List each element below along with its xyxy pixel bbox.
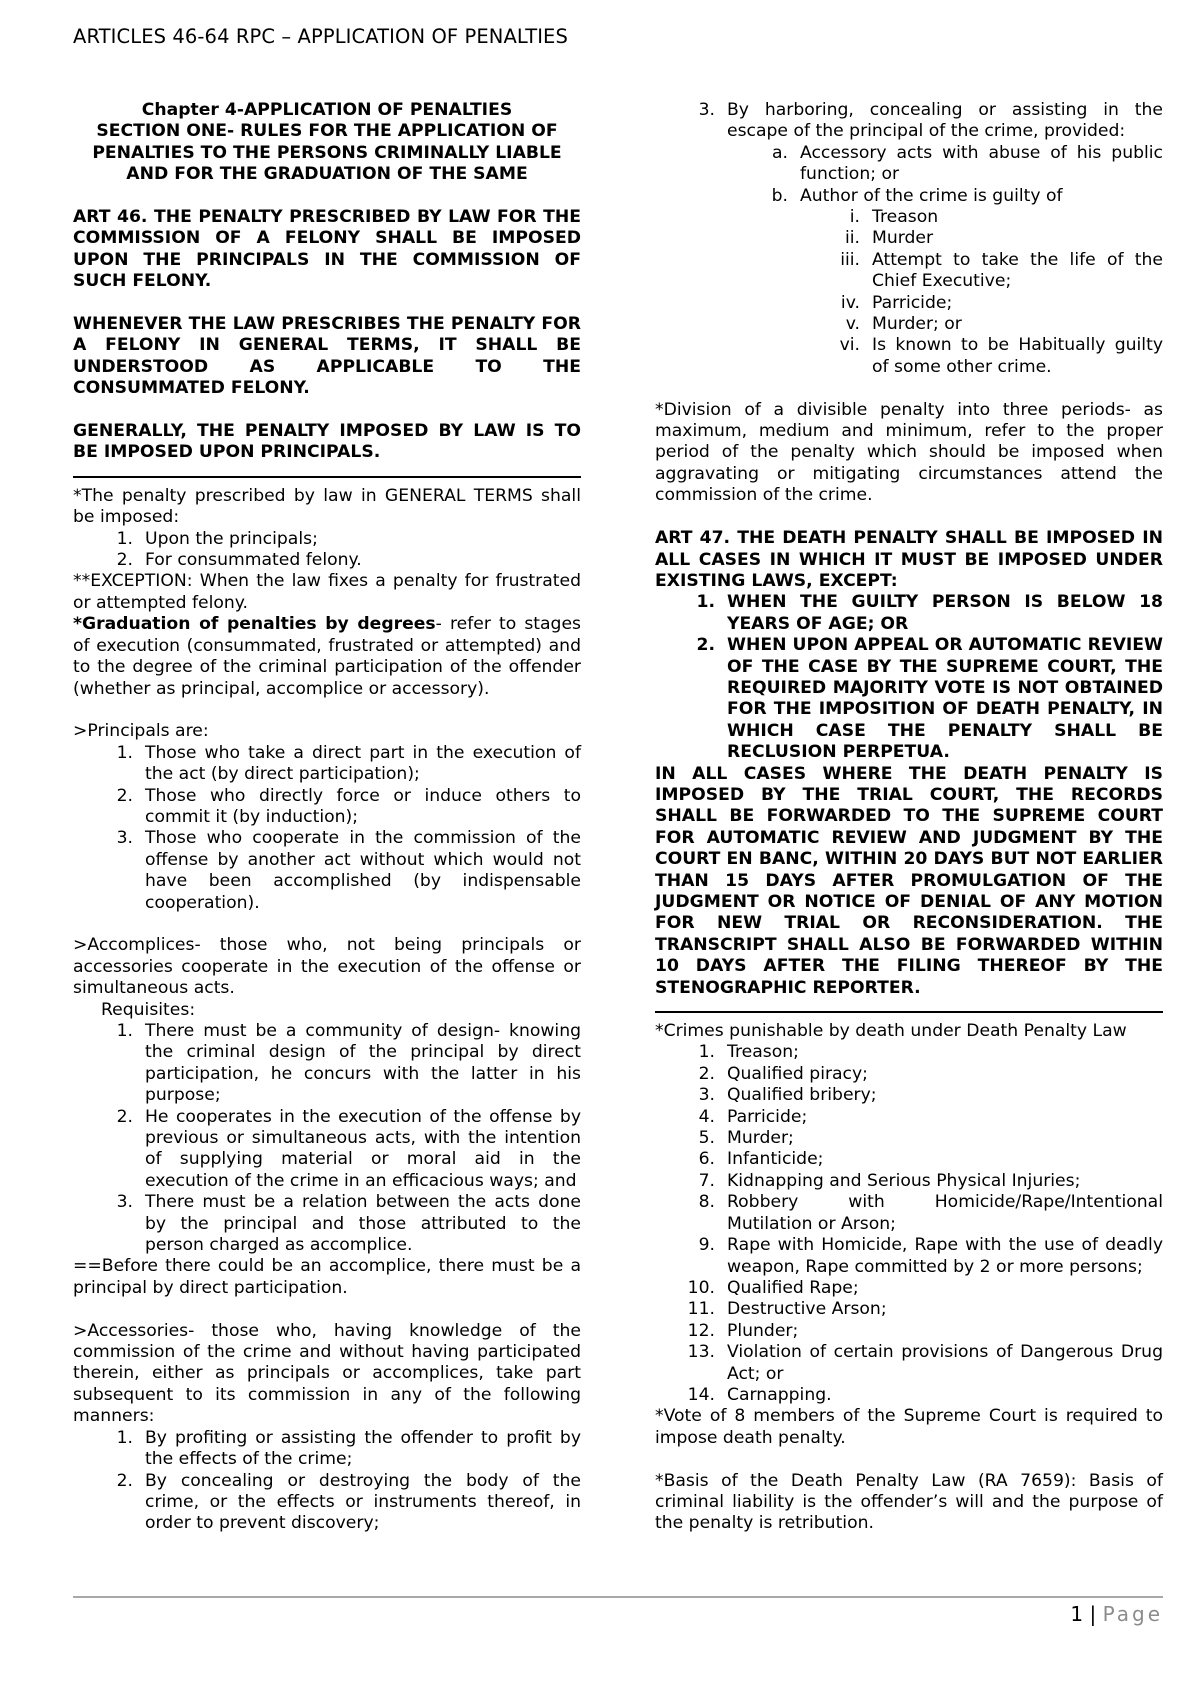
accessories-list [73,1428,581,1535]
graduation-note: *Graduation of penalties by degrees- refer to stages of execution (consummated, frustrated or attempted) and to the degree of the criminal participation of the offender (whether as principal, accomplice or accessory). [73,614,581,699]
section-divider [73,476,581,478]
division-note: *Division of a divisible penalty into three periods- as maximum, medium and minimum, refer to the proper period of the penalty which should be imposed when aggravating or mitigating circumstances attend the commission of the crime. [655,399,1163,506]
art47-cases-paragraph: IN ALL CASES WHERE THE DEATH PENALTY IS IMPOSED BY THE TRIAL COURT, THE RECORDS SHALL BE FORWARDED TO THE SUPREME COURT FOR AUTOMATIC REVIEW AND JUDGMENT BY THE COURT EN BANC, WITHIN 20 DAYS BUT NOT EARLIER THAN 15 DAYS AFTER PROMULGATION OF THE JUDGMENT OR NOTICE OF DENIAL OF ANY MOTION FOR NEW TRIAL OR RECONSIDERATION. THE TRANSCRIPT SHALL ALSO BE FORWARDED WITHIN 10 DAYS AFTER THE FILING THEREOF BY THE STENOGRAPHIC REPORTER. [655,763,1163,998]
basis-note: *Basis of the Death Penalty Law (RA 7659): Basis of criminal liability is the offender’s will and the purpose of the penalty is retribution. [655,1470,1163,1534]
section-title-line-2: PENALTIES TO THE PERSONS CRIMINALLY LIABLE [92,142,562,163]
list-item: 2. He cooperates in the execution of the offense by previous or simultaneous acts, with the intention of supplying material or moral aid in the execution of the crime in an efficacious ways; and [116,1106,581,1191]
page-footer [1070,1604,1163,1625]
list-item: vi. Is known to be Habitually guilty of some other crime. [839,335,1163,377]
proviso-list [655,143,1163,207]
principals-intro: >Principals are: [73,721,209,742]
list-item: 1. By profiting or assisting the offender to profit by the effects of the crime; [116,1427,581,1470]
document-header: ARTICLES 46-64 RPC – APPLICATION OF PENALTIES [73,25,568,48]
principals-list [73,743,581,914]
list-item: v. Murder; or [845,314,962,335]
crimes-guilty-of-list [655,207,1163,378]
list-item: 1. Those who take a direct part in the execution of the act (by direct participation); [116,742,581,785]
list-item: 2. Qualified piracy; [698,1063,868,1084]
accessories-list-continued [655,100,1163,143]
list-item: ii. Murder [844,228,934,249]
list-item: 1. Upon the principals; [116,528,318,549]
left-column [73,100,581,1535]
accomplices-intro: >Accomplices- those who, not being principals or accessories cooperate in the execution of the offense or simultaneous acts. [73,935,581,999]
list-item: 9. Rape with Homicide, Rape with the use of deadly weapon, Rape committed by 2 or more persons; [698,1235,1163,1277]
art47-exceptions-list [655,592,1163,763]
section-title-line-1: SECTION ONE- RULES FOR THE APPLICATION OF [96,121,558,142]
before-accomplice-note: ==Before there could be an accomplice, there must be a principal by direct participation. [73,1256,581,1298]
art46-paragraph-3: GENERALLY, THE PENALTY IMPOSED BY LAW IS TO BE IMPOSED UPON PRINCIPALS. [73,421,581,463]
requisites-label: Requisites: [101,999,196,1020]
list-item: 3. Those who cooperate in the commission of the offense by another act without which would not have been accomplished (by indispensable cooperation). [116,828,581,913]
list-item: 1. Treason; [698,1042,799,1063]
list-item: iii. Attempt to take the life of the Chief Executive; [840,249,1163,292]
list-item: 10. Qualified Rape; [687,1277,859,1298]
page-number: 1 [1070,1602,1084,1626]
list-item: iv. Parricide; [840,292,953,313]
list-item: 2. WHEN UPON APPEAL OR AUTOMATIC REVIEW OF THE CASE BY THE SUPREME COURT, THE REQUIRED MAJORITY VOTE IS NOT OBTAINED FOR THE IMPOSITION OF DEATH PENALTY, IN WHICH CASE THE PENALTY SHALL BE RECLUSION PERPETUA. [696,635,1163,763]
list-item: 8. Robbery with Homicide/Rape/Intentional Mutilation or Arson; [698,1192,1163,1234]
right-column [655,100,1163,1535]
list-item: 2. By concealing or destroying the body of the crime, or the effects or instruments thereof, in order to prevent discovery; [116,1470,581,1534]
section-divider [655,1011,1163,1013]
exception-note: **EXCEPTION: When the law fixes a penalty for frustrated or attempted felony. [73,571,581,613]
crimes-intro: *Crimes punishable by death under Death Penalty Law [655,1021,1127,1042]
list-item: 4. Parricide; [698,1106,808,1127]
list-item: 11. Destructive Arson; [687,1299,887,1320]
art46-paragraph-1: ART 46. THE PENALTY PRESCRIBED BY LAW FOR THE COMMISSION OF A FELONY SHALL BE IMPOSED UPON THE PRINCIPALS IN THE COMMISSION OF SUCH FELONY. [73,207,581,292]
art46-paragraph-2: WHENEVER THE LAW PRESCRIBES THE PENALTY FOR A FELONY IN GENERAL TERMS, IT SHALL BE UNDERSTOOD AS APPLICABLE TO THE CONSUMMATED FELONY. [73,314,581,399]
list-item: 1. There must be a community of design- knowing the criminal design of the principal by direct participation, he concurs with the latter in his purpose; [116,1020,581,1106]
list-item: 5. Murder; [698,1128,794,1149]
list-item: 1. WHEN THE GUILTY PERSON IS BELOW 18 YEARS OF AGE; OR [696,592,1163,634]
list-item: 2. For consummated felony. [116,550,362,571]
accessories-intro: >Accessories- those who, having knowledge of the commission of the crime and without having participated therein, either as principals or accomplices, take part subsequent to its commission in any of the following manners: [73,1320,581,1427]
list-item: b. Author of the crime is guilty of [771,185,1063,206]
section-title-line-3: AND FOR THE GRADUATION OF THE SAME [126,164,528,185]
list-item: 7. Kidnapping and Serious Physical Injuries; [698,1170,1081,1191]
list-item: 3. There must be a relation between the acts done by the principal and those attributed to the person charged as accomplice. [116,1192,581,1256]
footer-divider [73,1596,1163,1598]
vote-note: *Vote of 8 members of the Supreme Court is required to impose death penalty. [655,1406,1163,1448]
list-item: a. Accessory acts with abuse of his public function; or [772,142,1163,185]
requisites-list [73,1021,581,1256]
crimes-punishable-list [655,1042,1163,1406]
list-item: 12. Plunder; [687,1320,799,1341]
general-terms-note: *The penalty prescribed by law in GENERAL TERMS shall be imposed: [73,485,581,528]
list-item: 3. By harboring, concealing or assisting in the escape of the principal of the crime, provided: [698,100,1163,142]
page-separator: | [1089,1602,1097,1626]
list-item: 6. Infanticide; [698,1149,824,1170]
page-label: Page [1102,1602,1163,1626]
art47-intro: ART 47. THE DEATH PENALTY SHALL BE IMPOSED IN ALL CASES IN WHICH IT MUST BE IMPOSED UNDER EXISTING LAWS, EXCEPT: [655,528,1163,591]
list-item: 13. Violation of certain provisions of Dangerous Drug Act; or [687,1342,1163,1384]
chapter-title: Chapter 4-APPLICATION OF PENALTIES [141,100,513,120]
general-terms-list [73,529,581,572]
list-item: 14. Carnapping. [687,1384,832,1405]
list-item: 3. Qualified bribery; [698,1085,877,1106]
list-item: 2. Those who directly force or induce others to commit it (by induction); [116,785,581,827]
list-item: i. Treason [849,207,939,228]
